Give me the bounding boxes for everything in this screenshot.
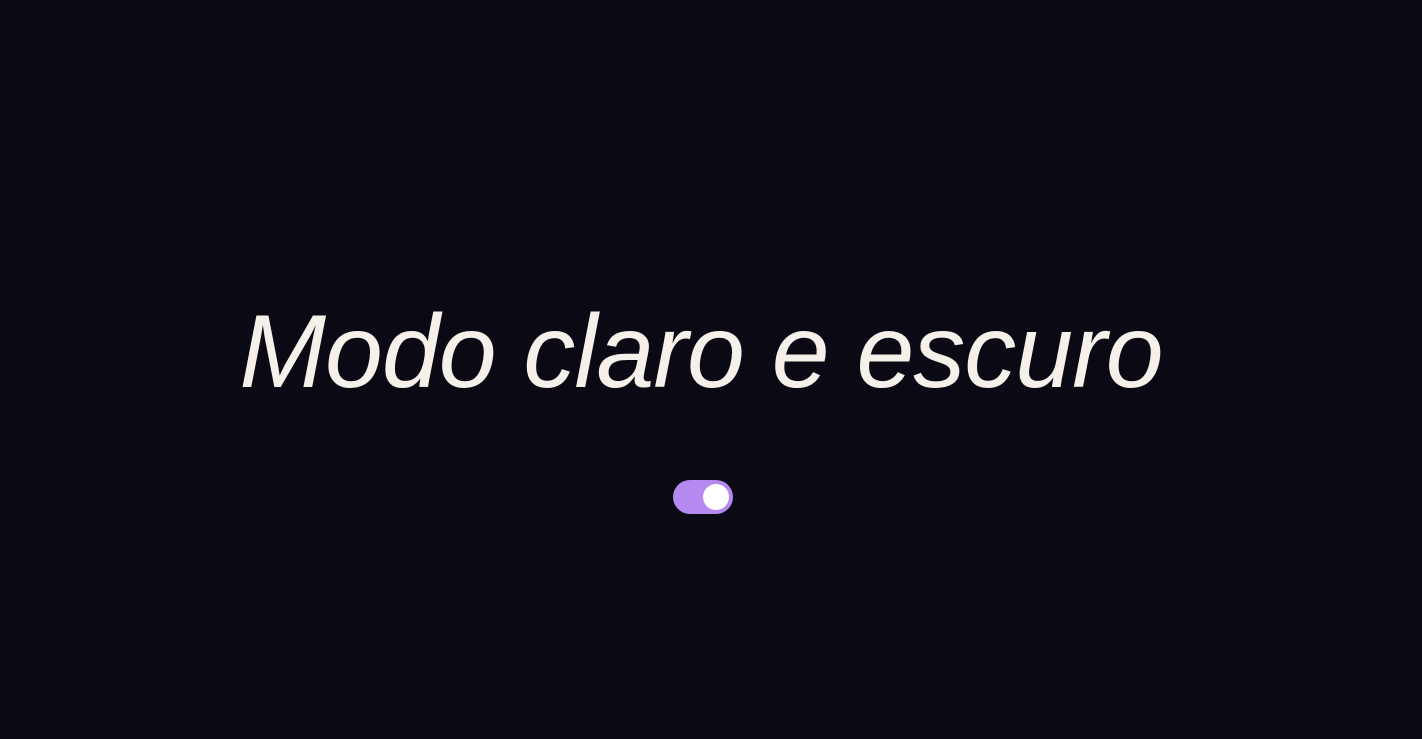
page-title: Modo claro e escuro	[239, 294, 1163, 410]
theme-toggle-switch[interactable]	[673, 480, 733, 514]
toggle-knob	[703, 484, 729, 510]
